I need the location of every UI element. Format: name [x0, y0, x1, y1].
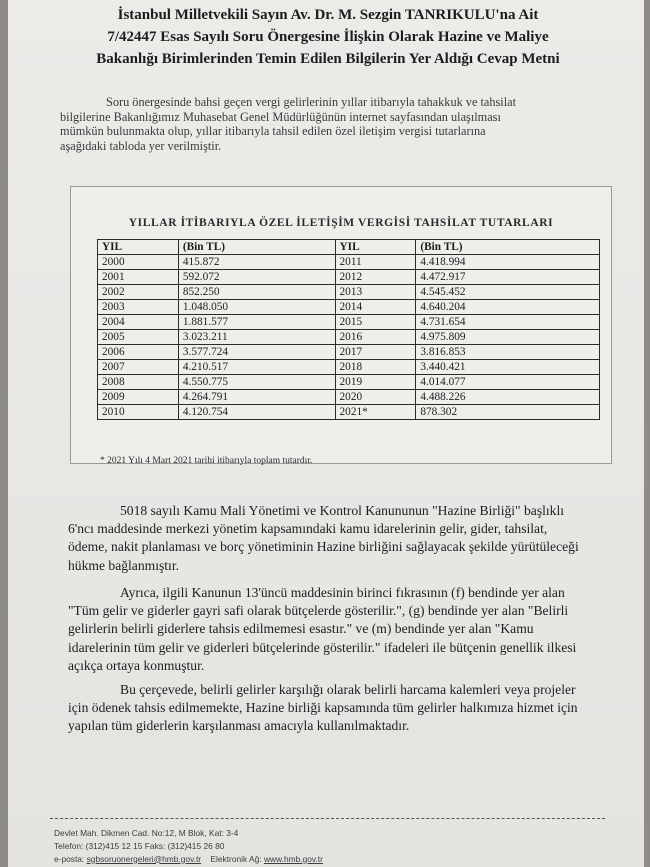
footer-address: Devlet Mah. Dikmen Cad. No:12, M Blok, Kat: 3-4: [54, 828, 239, 838]
network-label: Elektronik Ağ:: [210, 853, 262, 864]
document-page: [8, 0, 644, 867]
paragraph-line: için ödenek tahsis edilmemekte, Hazine birliği kapsamında tüm gelirler halkımıza hizmet için: [68, 700, 578, 716]
amount-cell: 4.545.452: [416, 285, 600, 300]
amount-cell: 4.640.204: [416, 300, 600, 315]
amount-cell: 3.816.853: [416, 345, 600, 360]
amount-cell: 4.731.654: [416, 315, 600, 330]
paragraph-line: Bu çerçevede, belirli gelirler karşılığı olarak belirli harcama kalemleri veya projeler: [120, 682, 576, 697]
tax-collection-table: [97, 239, 600, 420]
title-line-3: Bakanlığı Birimlerinden Temin Edilen Bilgilerin Yer Aldığı Cevap Metni: [96, 51, 560, 67]
amount-cell: 592.072: [178, 270, 335, 285]
table-footnote: * 2021 Yılı 4 Mart 2021 tarihi itibarıyla toplam tutardır.: [100, 456, 313, 466]
year-cell: 2018: [335, 360, 416, 375]
year-cell: 2013: [335, 285, 416, 300]
amount-cell: 4.550.775: [178, 375, 335, 390]
year-cell: 2008: [98, 375, 179, 390]
table-row: [98, 315, 600, 330]
year-cell: 2019: [335, 375, 416, 390]
footer-phone: Telefon: (312)415 12 15 Faks: (312)415 26 80: [54, 840, 225, 851]
year-cell: 2014: [335, 300, 416, 315]
document-title: [48, 4, 608, 70]
table-row: [98, 270, 600, 285]
header-year-right: YIL: [335, 240, 416, 255]
paragraph-hazine-birligi: [68, 502, 590, 575]
table-title: YILLAR İTİBARIYLA ÖZEL İLETİŞİM VERGİSİ TAHSİLAT TUTARLARI: [128, 217, 554, 229]
footer: [54, 827, 323, 865]
amount-cell: 4.120.754: [178, 405, 335, 420]
table-row: [98, 255, 600, 270]
amount-cell: 1.881.577: [178, 315, 335, 330]
header-amount-left: (Bin TL): [178, 240, 335, 255]
year-cell: 2002: [98, 285, 179, 300]
amount-cell: 4.014.077: [416, 375, 600, 390]
amount-cell: 415.872: [178, 255, 335, 270]
year-cell: 2000: [98, 255, 179, 270]
table-header-row: [98, 240, 600, 255]
footer-divider: [50, 818, 605, 819]
table-row: [98, 360, 600, 375]
intro-line: Soru önergesinde bahsi geçen vergi gelirlerinin yıllar itibarıyla tahakkuk ve tahsilat: [106, 95, 517, 109]
amount-cell: 4.418.994: [416, 255, 600, 270]
amount-cell: 3.577.724: [178, 345, 335, 360]
year-cell: 2016: [335, 330, 416, 345]
table-row: [98, 345, 600, 360]
amount-cell: 1.048.050: [178, 300, 335, 315]
table-row: [98, 375, 600, 390]
year-cell: 2004: [98, 315, 179, 330]
paragraph-line: 6'ncı maddesinde merkezi yönetim kapsamındaki kamu idarelerinin gelir, gider, tahsilat,: [68, 521, 548, 537]
paragraph-conclusion: [68, 681, 590, 736]
table-row: [98, 390, 600, 405]
paragraph-madde-13: [68, 584, 590, 675]
title-line-2: 7/42447 Esas Sayılı Soru Önergesine İlişkin Olarak Hazine ve Maliye: [107, 29, 549, 45]
paragraph-line: "Tüm gelir ve giderler gayri safi olarak bütçelerde gösterilir.", (g) bendinde yer alan "Belirli: [68, 603, 569, 619]
paragraph-line: yapılan tüm giderlerin karşılanması amacıyla kullanılmaktadır.: [68, 718, 410, 734]
year-cell: 2017: [335, 345, 416, 360]
paragraph-line: gelirlerin belirli giderlere tahsis edilmemesi esastır." ve (m) bendinde yer alan "Kamu: [68, 621, 534, 637]
table-row: [98, 405, 600, 420]
amount-cell: 852.250: [178, 285, 335, 300]
year-cell: 2010: [98, 405, 179, 420]
amount-cell: 4.264.791: [178, 390, 335, 405]
year-cell: 2012: [335, 270, 416, 285]
paragraph-line: hükme bağlanmıştır.: [68, 557, 179, 573]
email-label: e-posta:: [54, 853, 85, 864]
email-link[interactable]: sgbsoruonergeleri@hmb.gov.tr: [86, 853, 202, 864]
year-cell: 2015: [335, 315, 416, 330]
paragraph-line: Ayrıca, ilgili Kanunun 13'üncü maddesinin birinci fıkrasının (f) bendinde yer alan: [120, 585, 565, 600]
paragraph-line: açıkça ortaya konmuştur.: [68, 657, 205, 673]
amount-cell: 878.302: [416, 405, 600, 420]
tax-table-frame: [70, 186, 612, 464]
year-cell: 2021*: [335, 405, 416, 420]
header-amount-right: (Bin TL): [416, 240, 600, 255]
footer-contact: [54, 853, 323, 866]
header-year-left: YIL: [98, 240, 179, 255]
website-link[interactable]: www.hmb.gov.tr: [263, 853, 323, 864]
year-cell: 2006: [98, 345, 179, 360]
intro-line: bilgilerine Bakanlığımız Muhasebat Genel Müdürlüğünün internet sayfasından ulaşılması: [60, 109, 501, 124]
paragraph-line: 5018 sayılı Kamu Mali Yönetimi ve Kontrol Kanununun "Hazine Birliği" başlıklı: [120, 503, 565, 518]
year-cell: 2001: [98, 270, 179, 285]
paragraph-line: ödeme, nakit planlaması ve borç yönetiminin Hazine birliğini sağlayacak şekilde yürütüleceği: [68, 539, 579, 555]
table-row: [98, 285, 600, 300]
intro-line: mümkün bulunmakta olup, yıllar itibarıyla tahsil edilen özel iletişim vergisi tutarlarına: [60, 124, 486, 139]
intro-line: aşağıdaki tabloda yer verilmiştir.: [60, 138, 222, 153]
year-cell: 2020: [335, 390, 416, 405]
year-cell: 2007: [98, 360, 179, 375]
amount-cell: 4.975.809: [416, 330, 600, 345]
amount-cell: 3.440.421: [416, 360, 600, 375]
year-cell: 2009: [98, 390, 179, 405]
table-row: [98, 300, 600, 315]
amount-cell: 4.488.226: [416, 390, 600, 405]
amount-cell: 3.023.211: [178, 330, 335, 345]
year-cell: 2011: [335, 255, 416, 270]
year-cell: 2005: [98, 330, 179, 345]
intro-paragraph: [60, 95, 582, 153]
table-body: [98, 255, 600, 420]
paragraph-line: idarelerinin tüm gelir ve giderleri bütçelerinde gösterilir." ifadeleri ile bütçenin genellik ilkesi: [68, 639, 577, 655]
table-row: [98, 330, 600, 345]
amount-cell: 4.472.917: [416, 270, 600, 285]
amount-cell: 4.210.517: [178, 360, 335, 375]
year-cell: 2003: [98, 300, 179, 315]
title-line-1: İstanbul Milletvekili Sayın Av. Dr. M. Sezgin TANRIKULU'na Ait: [117, 7, 539, 23]
